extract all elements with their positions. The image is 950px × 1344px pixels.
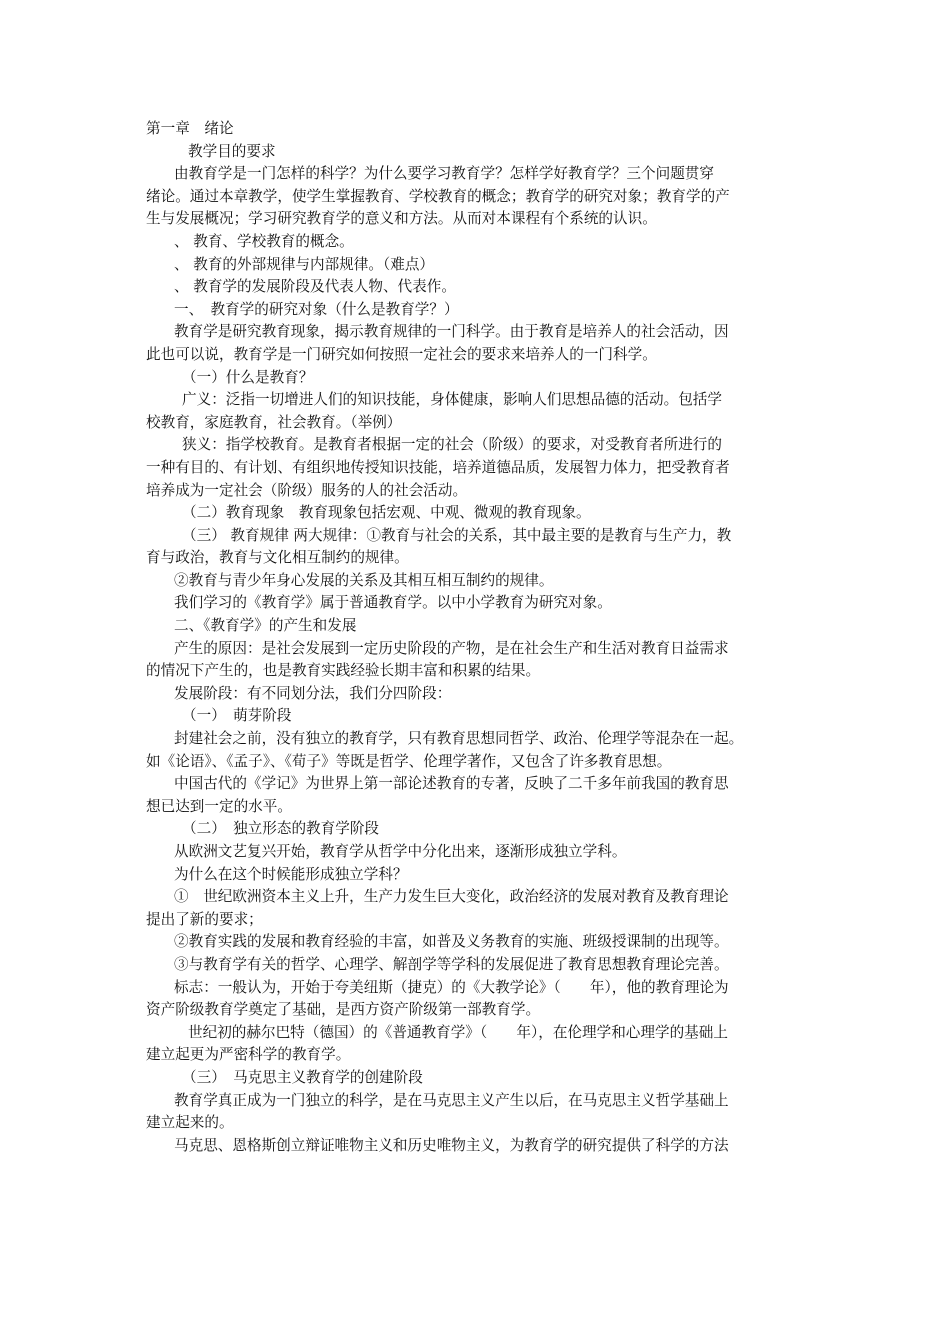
text-line: ① 世纪欧洲资本主义上升，生产力发生巨大变化，政治经济的发展对教育及教育理论 <box>174 888 729 906</box>
text-line: 教育学真正成为一门独立的科学，是在马克思主义产生以后，在马克思主义哲学基础上 <box>174 1091 729 1109</box>
text-line: 建立起更为严密科学的教育学。 <box>146 1046 351 1064</box>
text-line: 马克思、恩格斯创立辩证唯物主义和历史唯物主义，为教育学的研究提供了科学的方法 <box>174 1136 729 1154</box>
text-line: 如《论语》、《孟子》、《荀子》等既是哲学、伦理学著作，又包含了许多教育思想。 <box>146 752 672 770</box>
text-line: （三） 教育规律 两大规律：①教育与社会的关系，其中最主要的是教育与生产力，教 <box>182 526 732 544</box>
text-line: （一）什么是教育？ <box>182 368 314 386</box>
text-line: 狭义：指学校教育。是教育者根据一定的社会（阶级）的要求，对受教育者所进行的 <box>182 436 722 454</box>
text-line: 育与政治，教育与文化相互制约的规律。 <box>146 549 409 567</box>
text-line: 建立起来的。 <box>146 1114 234 1132</box>
text-line: （一） 萌芽阶段 <box>182 707 292 725</box>
text-line: 发展阶段：有不同划分法，我们分四阶段： <box>174 684 452 702</box>
text-line: ②教育与青少年身心发展的关系及其相互相互制约的规律。 <box>174 571 554 589</box>
text-line: 想已达到一定的水平。 <box>146 797 292 815</box>
text-line: 校教育，家庭教育，社会教育。（举例） <box>146 413 402 431</box>
text-line: （二） 独立形态的教育学阶段 <box>182 820 380 838</box>
text-line: （二）教育现象 教育现象包括宏观、中观、微观的教育现象。 <box>182 504 591 522</box>
text-line: 一种有目的、有计划、有组织地传授知识技能，培养道德品质，发展智力体力，把受教育者 <box>146 458 730 476</box>
text-line: 、 教育学的发展阶段及代表人物、代表作。 <box>174 278 456 296</box>
text-line: （三） 马克思主义教育学的创建阶段 <box>182 1068 423 1086</box>
text-line: ②教育实践的发展和教育经验的丰富，如普及义务教育的实施、班级授课制的出现等。 <box>174 933 729 951</box>
text-line: ③与教育学有关的哲学、心理学、解剖学等学科的发展促进了教育思想教育理论完善。 <box>174 955 729 973</box>
text-line: 广义：泛指一切增进人们的知识技能，身体健康，影响人们思想品德的活动。包括学 <box>182 391 722 409</box>
text-line: 教学目的要求 <box>188 142 276 160</box>
text-line: 封建社会之前，没有独立的教育学，只有教育思想同哲学、政治、伦理学等混杂在一起。 <box>174 730 744 748</box>
text-line: 教育学是研究教育现象，揭示教育规律的一门科学。由于教育是培养人的社会活动，因 <box>174 323 729 341</box>
text-line: 绪论。通过本章教学，使学生掌握教育、学校教育的概念；教育学的研究对象；教育学的产 <box>146 187 730 205</box>
text-line: 、 教育的外部规律与内部规律。（难点） <box>174 255 435 273</box>
text-line: 第一章 绪论 <box>146 120 234 137</box>
text-line: 的情况下产生的，也是教育实践经验长期丰富和积累的结果。 <box>146 662 541 680</box>
text-line: 我们学习的《教育学》属于普通教育学。以中小学教育为研究对象。 <box>174 594 612 612</box>
text-line: 此也可以说，教育学是一门研究如何按照一定社会的要求来培养人的一门科学。 <box>146 345 657 363</box>
text-line: 培养成为一定社会（阶级）服务的人的社会活动。 <box>146 481 468 499</box>
text-line: 资产阶级教育学奠定了基础，是西方资产阶级第一部教育学。 <box>146 1001 541 1019</box>
text-line: 产生的原因：是社会发展到一定历史阶段的产物，是在社会生产和生活对教育日益需求 <box>174 639 729 657</box>
text-line: 、 教育、学校教育的概念。 <box>174 232 354 250</box>
text-line: 从欧洲文艺复兴开始，教育学从哲学中分化出来，逐渐形成独立学科。 <box>174 843 627 860</box>
text-line: 提出了新的要求； <box>146 910 263 928</box>
text-line: 二、《教育学》的产生和发展 <box>174 617 357 635</box>
text-line: 标志：一般认为，开始于夸美纽斯（捷克）的《大教学论》（ 年），他的教育理论为 <box>174 978 729 996</box>
text-line: 一、 教育学的研究对象（什么是教育学？） <box>174 300 459 318</box>
text-line: 由教育学是一门怎样的科学？为什么要学习教育学？怎样学好教育学？三个问题贯穿 <box>174 165 714 183</box>
document-page <box>146 118 810 1157</box>
text-line: 生与发展概况；学习研究教育学的意义和方法。从而对本课程有个系统的认识。 <box>146 210 657 228</box>
text-line: 世纪初的赫尔巴特（德国）的《普通教育学》（ 年），在伦理学和心理学的基础上 <box>188 1023 728 1041</box>
text-line: 中国古代的《学记》为世界上第一部论述教育的专著，反映了二千多年前我国的教育思 <box>174 775 729 793</box>
text-line: 为什么在这个时候能形成独立学科？ <box>174 865 408 883</box>
